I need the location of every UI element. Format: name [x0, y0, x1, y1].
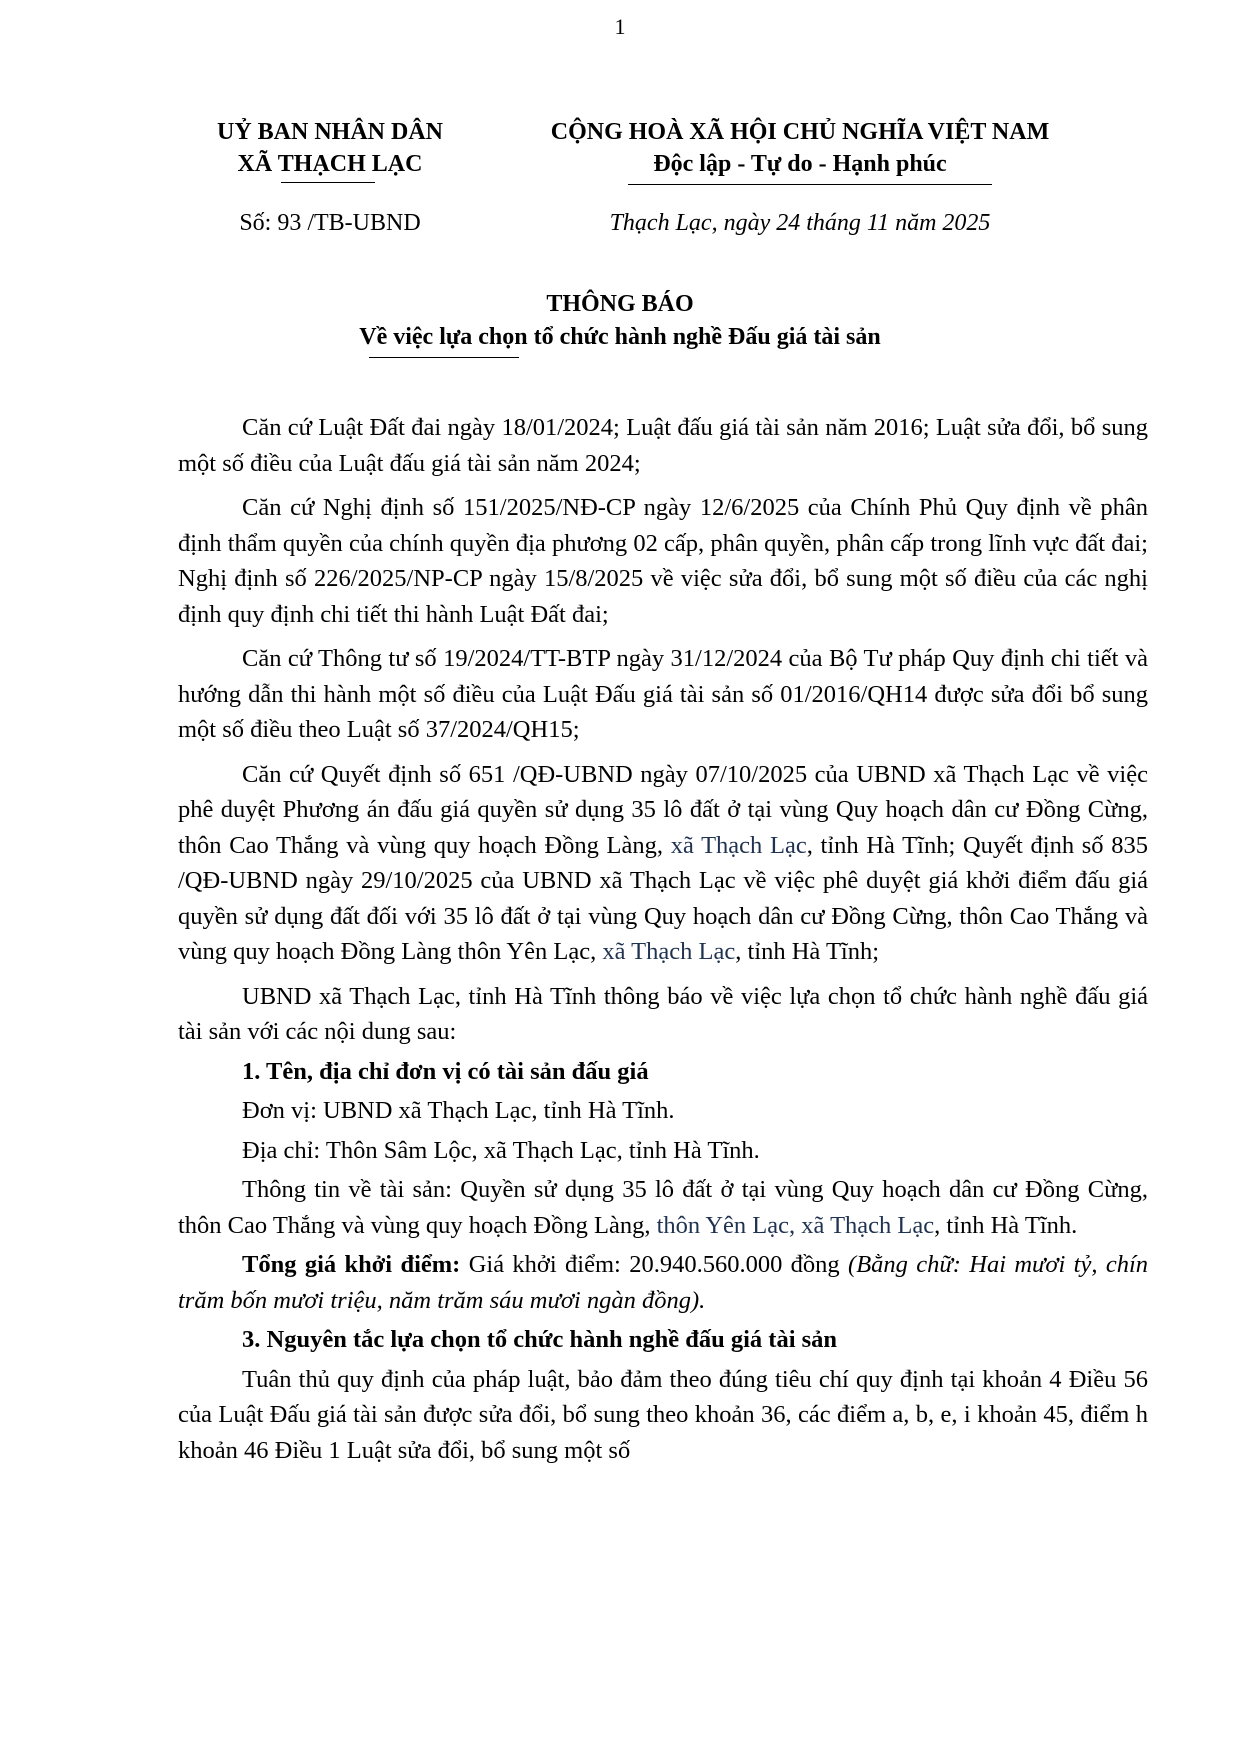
text-span: Thông tin về tài sản: Quyền sử dụng 35 lô đất ở tại vùng Quy hoạch dân cư Đồng Cừng, thôn Cao Thắng và vùng quy hoạch Đồng Làng,: [178, 1176, 1148, 1239]
agency-underline: [281, 182, 375, 183]
title-main: THÔNG BÁO: [546, 291, 694, 317]
announcement-intro: UBND xã Thạch Lạc, tỉnh Hà Tĩnh thông báo về việc lựa chọn tổ chức hành nghề đấu giá tài sản với các nội dung sau:: [178, 982, 1148, 1045]
starting-price-label: Tổng giá khởi điểm:: [242, 1251, 461, 1278]
national-heading: [500, 116, 1100, 180]
principles-paragraph: Tuân thủ quy định của pháp luật, bảo đảm theo đúng tiêu chí quy định tại khoản 4 Điều 56 của Luật Đấu giá tài sản được sửa đổi, bổ sung theo khoản 36, các điểm a, b, e, i khoản 45, điểm h khoản 46 Điều 1 Luật sửa đổi, bổ sung một số: [178, 1365, 1148, 1464]
starting-price-value: Giá khởi điểm: 20.940.560.000 đồng: [460, 1251, 849, 1278]
motto-underline: [628, 184, 992, 185]
text-span: Căn cứ Quyết định số 651 /QĐ-UBND ngày 07/10/2025 của UBND xã Thạch Lạc về việc phê duyệt Phương án đấu giá quyền sử dụng 35 lô đất ở tại vùng Quy hoạch dân cư Đồng Cừng, thôn Cao Thắng và vùng quy hoạch Đồng Làng,: [178, 760, 1148, 859]
highlighted-text: thôn Yên Lạc, xã Thạch Lạc: [650, 1211, 935, 1239]
nation-name: CỘNG HOÀ XÃ HỘI CHỦ NGHĨA VIỆT NAM: [550, 119, 1050, 145]
legal-basis-paragraph: Căn cứ Nghị định số 151/2025/NĐ-CP ngày 12/6/2025 của Chính Phủ Quy định về phân định thẩm quyền của chính quyền địa phương 02 cấp, phân quyền, phân cấp trong lĩnh vực đất đai; Nghị định số 226/2025/NP-CP ngày 15/8/2025 về việc sửa đổi, bổ sung một số điều của các nghị định quy định chi tiết thi hành Luật Đất đai;: [178, 494, 1148, 628]
text-span: , tỉnh Hà Tĩnh;: [735, 938, 880, 965]
legal-basis-paragraph: Căn cứ Luật Đất đai ngày 18/01/2024; Luật đấu giá tài sản năm 2016; Luật sửa đổi, bổ sung một số điều của Luật đấu giá tài sản năm 2024;: [178, 414, 1148, 477]
issuing-agency: [180, 116, 480, 180]
agency-commune: XÃ THẠCH LẠC: [237, 151, 423, 177]
text-span: , tỉnh Hà Tĩnh; Quyết định số 835 /QĐ-UBND ngày 29/10/2025 của UBND xã Thạch Lạc về việc phê duyệt giá khởi điểm đấu giá quyền sử dụng đất đối với 35 lô đất ở tại vùng Quy hoạch dân cư Đồng Cừng, thôn Cao Thắng và vùng quy hoạch Đồng Làng thôn Yên Lạc,: [178, 831, 1148, 965]
section-heading: 1. Tên, địa chỉ đơn vị có tài sản đấu giá: [242, 1057, 649, 1085]
starting-price: [178, 1247, 1148, 1318]
nation-motto: Độc lập - Tự do - Hạnh phúc: [653, 151, 947, 177]
document-number: Số: 93 /TB-UBND: [239, 210, 421, 236]
text-span: , tỉnh Hà Tĩnh.: [934, 1211, 1078, 1239]
asset-info: [178, 1172, 1148, 1243]
section-heading: 3. Nguyên tắc lựa chọn tổ chức hành nghề đấu giá tài sản: [242, 1326, 838, 1353]
place-and-date: Thạch Lạc, ngày 24 tháng 11 năm 2025: [609, 210, 991, 236]
document-body: [178, 410, 1148, 1477]
unit-line: Đơn vị: UBND xã Thạch Lạc, tỉnh Hà Tĩnh.: [242, 1097, 675, 1124]
legal-basis-paragraph: Căn cứ Thông tư số 19/2024/TT-BTP ngày 31/12/2024 của Bộ Tư pháp Quy định chi tiết và hướng dẫn thi hành một số điều của Luật Đấu giá tài sản số 01/2016/QH14 được sửa đổi bổ sung một số điều theo Luật số 37/2024/QH15;: [178, 645, 1148, 743]
agency-name: UỶ BAN NHÂN DÂN: [217, 119, 443, 145]
highlighted-text: xã Thạch Lạc: [663, 831, 807, 859]
document-title: [0, 288, 1240, 354]
page-number: 1: [614, 14, 626, 39]
address-line: Địa chỉ: Thôn Sâm Lộc, xã Thạch Lạc, tỉnh Hà Tĩnh.: [242, 1136, 760, 1164]
title-subtitle: Về việc lựa chọn tổ chức hành nghề Đấu giá tài sản: [359, 324, 881, 350]
title-underline: [369, 357, 519, 358]
legal-basis-paragraph: [178, 757, 1148, 970]
highlighted-text: xã Thạch Lạc: [596, 938, 736, 965]
starting-price-in-words: (Bằng chữ: Hai mươi tỷ, chín trăm bốn mươi triệu, năm trăm sáu mươi ngàn đồng).: [178, 1251, 1148, 1314]
